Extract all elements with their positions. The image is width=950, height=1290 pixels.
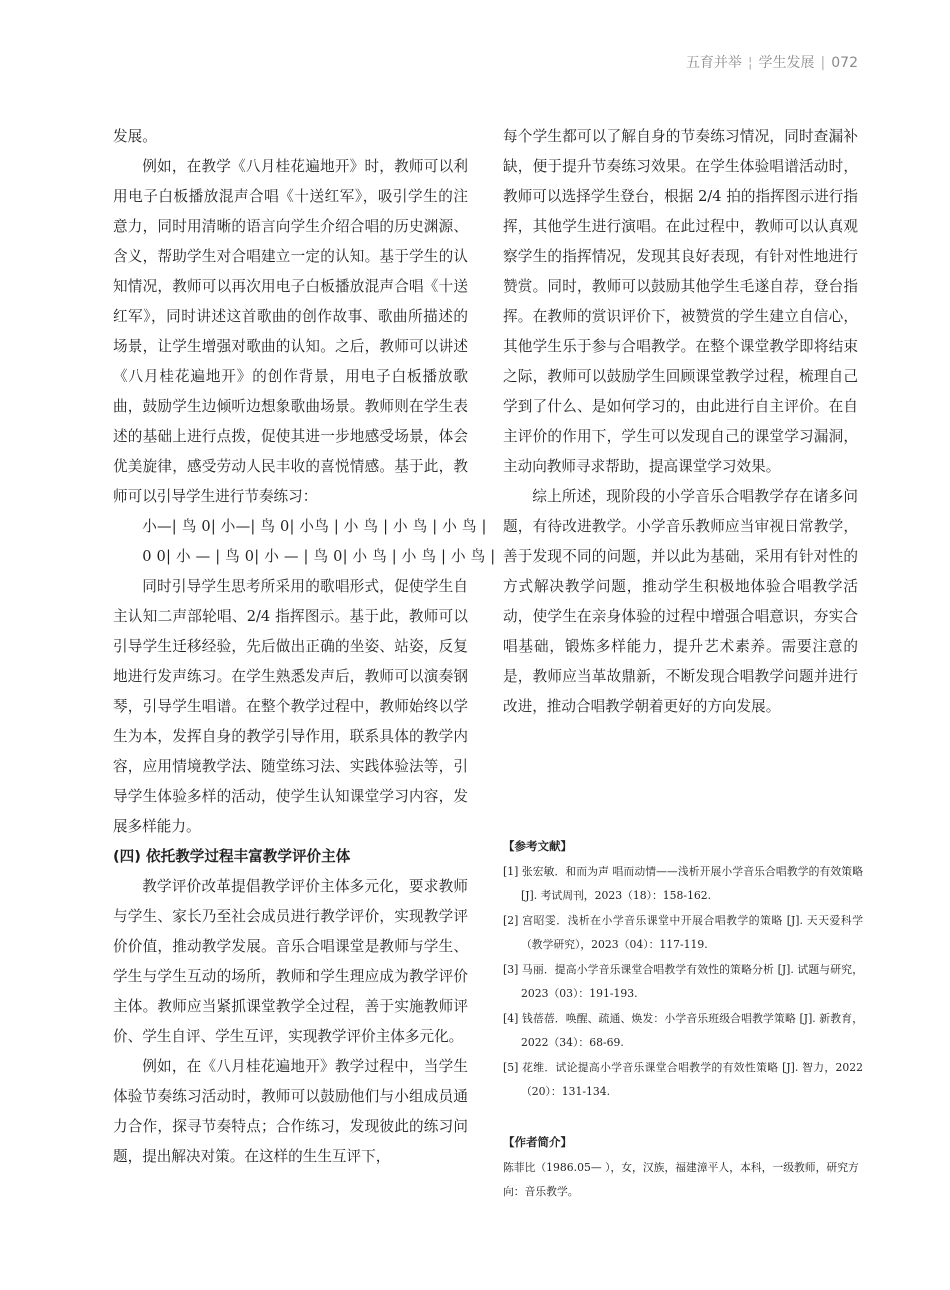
author-title: 【作者简介】 (503, 1135, 572, 1149)
rhythm-score-line: 小—| 鸟 0| 小—| 鸟 0| 小鸟 | 小 鸟 | 小 鸟 | 小 鸟 | (142, 518, 487, 535)
author-section (503, 1128, 863, 1204)
header-category: 学生发展 (758, 55, 815, 71)
references-title: 【参考文献】 (503, 839, 572, 853)
paragraph: 综上所述，现阶段的小学音乐合唱教学存在诸多问题，有待改进教学。小学音乐教师应当审视日常教学，善于发现不同的问题，并以此为基础，采用有针对性的方式解决教学问题，推动学生积极地体验合唱教学活动，使学生在亲身体验的过程中增强合唱意识，夯实合唱基础，锻炼多样能力，提升艺术素养。需要注意的是，教师应当革故鼎新，不断发现合唱教学问题并进行改进，推动合唱教学朝着更好的方向发展。 (503, 488, 858, 715)
right-column (503, 122, 858, 722)
references-section (503, 832, 863, 1105)
paragraph: 每个学生都可以了解自身的节奏练习情况，同时查漏补缺，便于提升节奏练习效果。在学生体验唱谱活动时，教师可以选择学生登台，根据 2/4 拍的指挥图示进行指挥，其他学生进行演唱。在此过程中，教师可以认真观察学生的指挥情况，发现其良好表现，有针对性地进行赞赏。同时，教师可以鼓励其他学生毛遂自荐，登台指挥。在教师的赏识评价下，被赞赏的学生建立自信心，其他学生乐于参与合唱教学。在整个课堂教学即将结束之际，教师可以鼓励学生回顾课堂教学过程，梳理自己学到了什么、是如何学习的，由此进行自主评价。在自主评价的作用下，学生可以发现自己的课堂学习漏洞，主动向教师寻求帮助，提高课堂学习效果。 (503, 128, 858, 475)
page-number: 072 (831, 55, 858, 71)
paragraph: 例如，在《八月桂花遍地开》教学过程中，当学生体验节奏练习活动时，教师可以鼓励他们与小组成员通力合作，探寻节奏特点；合作练习，发现彼此的练习问题，提出解决对策。在这样的生生互评下， (113, 1058, 468, 1165)
paragraph: 教学评价改革提倡教学评价主体多元化，要求教师与学生、家长乃至社会成员进行教学评价，实现教学评价价值，推动教学发展。音乐合唱课堂是教师与学生、学生与学生互动的场所，教师和学生理应成为教学评价主体。教师应当紧抓课堂教学全过程，善于实施教师评价、学生自评、学生互评，实现教学评价主体多元化。 (113, 878, 468, 1045)
rhythm-score-line: 0 0| 小 — | 鸟 0| 小 — | 鸟 0| 小 鸟 | 小 鸟 | 小 鸟 | (142, 548, 496, 565)
paragraph: 发展。 (113, 128, 157, 145)
header-divider: ¦ (747, 55, 753, 71)
section-heading: (四) 依托教学过程丰富教学评价主体 (113, 848, 351, 865)
reference-item: [1] 张宏敏．和而为声 唱而动情——浅析开展小学音乐合唱教学的有效策略 [J]. 考试周刊，2023（18）：158-162. (503, 865, 863, 902)
paragraph: 例如，在教学《八月桂花遍地开》时，教师可以利用电子白板播放混声合唱《十送红军》，吸引学生的注意力，同时用清晰的语言向学生介绍合唱的历史渊源、含义，帮助学生对合唱建立一定的认知。基于学生的认知情况，教师可以再次用电子白板播放混声合唱《十送红军》，同时讲述这首歌曲的创作故事、歌曲所描述的场景，让学生增强对歌曲的认知。之后，教师可以讲述《八月桂花遍地开》的创作背景，用电子白板播放歌曲，鼓励学生边倾听边想象歌曲场景。教师则在学生表述的基础上进行点拨，促使其进一步地感受场景，体会优美旋律，感受劳动人民丰收的喜悦情感。基于此，教师可以引导学生进行节奏练习： (113, 158, 468, 505)
header-divider: | (820, 55, 826, 71)
header-section: 五育并举 (685, 55, 742, 71)
paragraph: 同时引导学生思考所采用的歌唱形式，促使学生自主认知二声部轮唱、2/4 指挥图示。基于此，教师可以引导学生迁移经验，先后做出正确的坐姿、站姿，反复地进行发声练习。在学生熟悉发声后，教师可以演奏钢琴，引导学生唱谱。在整个教学过程中，教师始终以学生为本，发挥自身的教学引导作用，联系具体的教学内容，应用情境教学法、随堂练习法、实践体验法等，引导学生体验多样的活动，使学生认知课堂学习内容，发展多样能力。 (113, 578, 468, 835)
running-header (686, 52, 858, 72)
left-column (113, 122, 496, 1172)
reference-item: [3] 马丽．提高小学音乐课堂合唱教学有效性的策略分析 [J]. 试题与研究，2023（03）：191-193. (503, 963, 863, 1000)
author-bio: 陈菲比（1986.05— ），女，汉族，福建漳平人，本科，一级教师，研究方向：音乐教学。 (503, 1161, 859, 1198)
reference-item: [4] 钱蓓蓓．唤醒、疏通、焕发：小学音乐班级合唱教学策略 [J]. 新教育，2022（34）：68-69. (503, 1012, 863, 1049)
reference-item: [2] 宫昭雯．浅析在小学音乐课堂中开展合唱教学的策略 [J]. 天天爱科学（教学研究），2023（04）：117-119. (503, 914, 863, 951)
reference-item: [5] 花维．试论提高小学音乐课堂合唱教学的有效性策略 [J]. 智力，2022（20）：131-134. (503, 1061, 863, 1098)
